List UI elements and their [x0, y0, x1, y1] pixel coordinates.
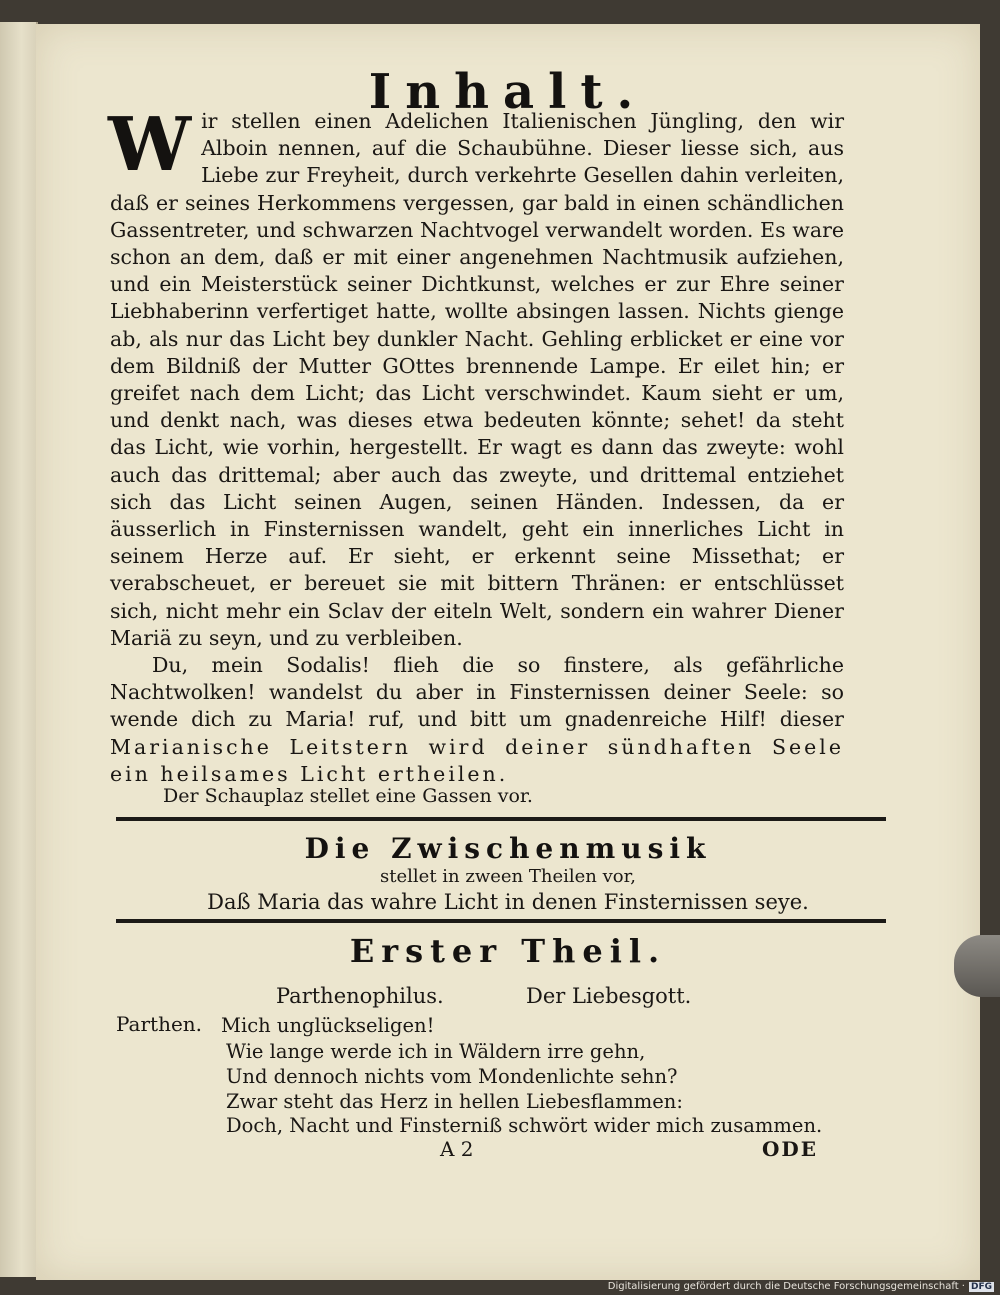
- zwischenmusik-title: Die Zwischenmusik: [304, 832, 712, 865]
- verse-line: Doch, Nacht und Finsterniß schwört wider mich zusammen.: [226, 1114, 823, 1137]
- character-name: Der Liebesgott.: [526, 984, 692, 1008]
- left-page-edge: [0, 22, 38, 1277]
- zwischenmusik-theme: Daß Maria das wahre Licht in denen Finsternissen seye.: [207, 890, 809, 914]
- signature-mark: A 2: [440, 1137, 474, 1161]
- verse-line: Mich unglückseligen!: [221, 1014, 435, 1037]
- summary-text: [108, 102, 844, 788]
- character-name: Parthenophilus.: [276, 984, 444, 1008]
- dfg-logo-icon: DFG: [970, 1282, 992, 1292]
- verse-line: Zwar steht das Herz in hellen Liebesflammen:: [226, 1090, 683, 1113]
- footer-text: Digitalisierung gefördert durch die Deutsche Forschungsgemeinschaft ·: [607, 1281, 965, 1292]
- drop-cap: W: [108, 102, 192, 188]
- divider-top: [116, 817, 886, 821]
- divider-bottom: [116, 919, 886, 923]
- catchword: ODE: [762, 1137, 819, 1161]
- summary-paragraph-2: [110, 652, 844, 788]
- paragraph-2-text: Du, mein Sodalis! flieh die so finstere, als gefährliche Nachtwolken! wandelst du aber in Finsternissen deiner Seele: so wende dich zu Maria! ruf, und bitt um gnadenreiche Hilf! dieser: [110, 653, 844, 732]
- summary-paragraph-1: ir stellen einen Adelichen Italienischen Jüngling, den wir Alboin nennen, auf die Schaubühne. Dieser liesse sich, aus Liebe zur Freyheit, durch verkehrte Gesellen dahin verleiten, daß er seines Herkommens vergessen, gar bald in einen schändlichen Gassentreter, und schwarzen Nachtvogel verwandelt worden. Es ware schon an dem, daß er mit einer angenehmen Nachtmusik aufziehen, und ein Meisterstück seiner Dichtkunst, welches er zur Ehre seiner Liebhaberinn verfertiget hatte, wollte absingen lassen. Nichts gienge ab, als nur das Licht bey dunkler Nacht. Gehling erblicket er eine vor dem Bildniß der Mutter GOttes brennende Lampe. Er eilet hin; er greifet nach dem Licht; das Licht verschwindet. Kaum sieht er um, und denkt nach, was dieses etwa bedeuten könnte; sehet! da steht das Licht, wie vorhin, hergestellt. Er wagt es dann das zweyte: wohl auch das drittemal; aber auch das zweyte, und drittemal entziehet sich das Licht seinen Augen, seinen Händen. Indessen, da er äusserlich in Finsternissen wandelt, geht ein innerliches Licht in seinem Herze auf. Er sieht, er erkennt seine Missethat; er verabscheuet, er bereuet sie mit bittern Thränen: er entschlüsset sich, nicht mehr ein Sclav der eiteln Welt, sondern ein wahrer Diener Mariä zu seyn, und zu verbleiben.: [110, 109, 844, 650]
- zwischenmusik-subtitle: stellet in zween Theilen vor,: [380, 866, 636, 887]
- verse-line: Wie lange werde ich in Wäldern irre gehn,: [226, 1040, 646, 1063]
- scene-note: Der Schauplaz stellet eine Gassen vor.: [163, 785, 533, 807]
- part-heading: Erster Theil.: [349, 932, 667, 970]
- speaker-label: Parthen.: [116, 1012, 203, 1036]
- page-clip: [954, 935, 1000, 997]
- funding-footer: [608, 1281, 994, 1292]
- paragraph-2-spaced-text: Marianische Leitstern wird deiner sündhaften Seele ein heilsames Licht ertheilen.: [110, 734, 844, 786]
- book-page: [36, 24, 980, 1280]
- page-title: Inhalt.: [368, 64, 648, 120]
- verse-line: Und dennoch nichts vom Mondenlichte sehn?: [226, 1065, 678, 1088]
